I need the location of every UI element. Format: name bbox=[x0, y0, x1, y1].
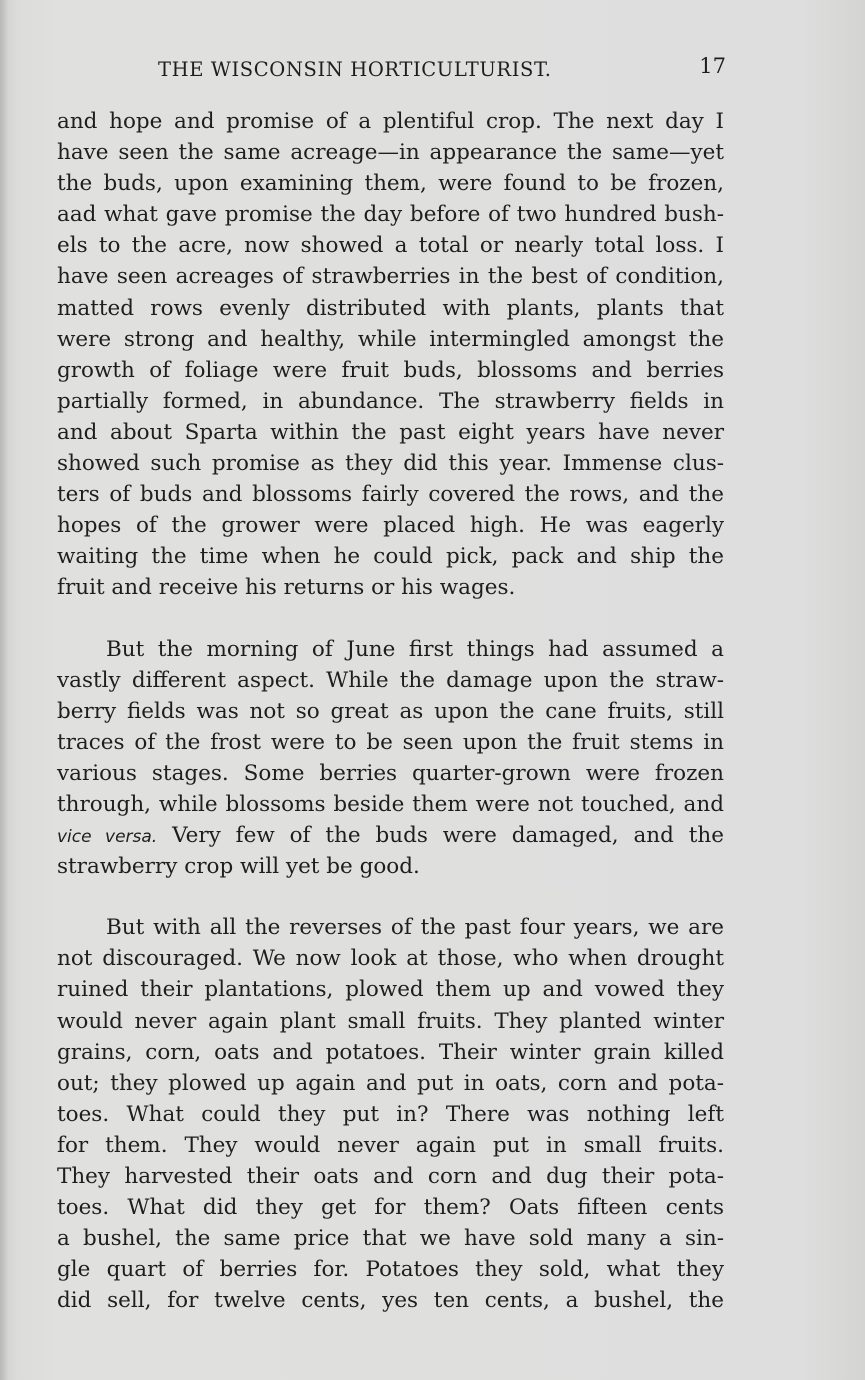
running-title: THE WISCONSIN HORTICULTURIST. bbox=[158, 58, 552, 81]
paragraph-3 bbox=[57, 912, 724, 1316]
text-line: traces of the frost were to be seen upon the fruit stems in bbox=[57, 729, 724, 755]
body-text bbox=[57, 106, 724, 1346]
running-head bbox=[158, 54, 728, 88]
text-line: ters of buds and blossoms fairly covered the rows, and the bbox=[57, 482, 724, 508]
italic-phrase: vice versa. bbox=[57, 827, 158, 848]
text-line: growth of foliage were fruit buds, blossoms and berries bbox=[57, 357, 724, 383]
text-line: and about Sparta within the past eight years have never bbox=[57, 419, 724, 445]
text-line: various stages. Some berries quarter-grown were frozen bbox=[57, 760, 724, 786]
text-line: through, while blossoms beside them were not touched, and bbox=[57, 791, 724, 817]
text-line: aad what gave promise the day before of two hundred bush- bbox=[57, 202, 724, 228]
text-line: But the morning of June first things had assumed a bbox=[106, 636, 724, 662]
text-line: berry fields was not so great as upon the cane fruits, still bbox=[57, 698, 724, 724]
text-line: a bushel, the same price that we have sold many a sin- bbox=[57, 1226, 724, 1252]
text-line: were strong and healthy, while intermingled amongst the bbox=[57, 326, 724, 352]
text-line: But with all the reverses of the past four years, we are bbox=[106, 915, 724, 941]
text-line-with-italic bbox=[57, 820, 724, 851]
binding-shadow bbox=[0, 0, 8, 1380]
text-line: not discouraged. We now look at those, who when drought bbox=[57, 946, 724, 972]
text-line: and hope and promise of a plentiful crop. The next day I bbox=[57, 109, 724, 134]
text-line: showed such promise as they did this year. Immense clus- bbox=[57, 451, 724, 477]
paragraph-1 bbox=[57, 106, 724, 604]
text-line: They harvested their oats and corn and dug their pota- bbox=[57, 1164, 724, 1189]
text-line: vastly different aspect. While the damage upon the straw- bbox=[57, 667, 724, 693]
text-line: ruined their plantations, plowed them up and vowed they bbox=[57, 977, 724, 1003]
text-line: matted rows evenly distributed with plants, plants that bbox=[57, 295, 724, 321]
text-line: hopes of the grower were placed high. He was eagerly bbox=[57, 513, 724, 539]
text-line: strawberry crop will yet be good. bbox=[57, 854, 420, 880]
paragraph-2 bbox=[57, 634, 724, 883]
text-line: have seen the same acreage—in appearance the same—yet bbox=[57, 140, 724, 166]
text-line: els to the acre, now showed a total or nearly total loss. I bbox=[57, 233, 724, 259]
text-line: did sell, for twelve cents, yes ten cents, a bushel, the bbox=[57, 1288, 724, 1314]
text-line: grains, corn, oats and potatoes. Their winter grain killed bbox=[57, 1039, 724, 1065]
text-line: have seen acreages of strawberries in the best of condition, bbox=[57, 264, 724, 290]
text-line: toes. What could they put in? There was nothing left bbox=[57, 1101, 724, 1127]
text-line: the buds, upon examining them, were found to be frozen, bbox=[57, 171, 724, 197]
text-line: would never again plant small fruits. They planted winter bbox=[57, 1008, 724, 1034]
text-fragment: Very few of the buds were damaged, and the bbox=[157, 823, 724, 849]
text-line: for them. They would never again put in small fruits. bbox=[57, 1132, 724, 1158]
text-line: toes. What did they get for them? Oats fifteen cents bbox=[57, 1195, 724, 1221]
text-line: partially formed, in abundance. The strawberry fields in bbox=[57, 388, 724, 414]
text-line: waiting the time when he could pick, pack and ship the bbox=[57, 544, 724, 570]
text-line: out; they plowed up again and put in oats, corn and pota- bbox=[57, 1070, 724, 1096]
text-line: fruit and receive his returns or his wages. bbox=[57, 575, 516, 601]
text-line: gle quart of berries for. Potatoes they sold, what they bbox=[57, 1257, 724, 1283]
page-number: 17 bbox=[699, 54, 726, 78]
